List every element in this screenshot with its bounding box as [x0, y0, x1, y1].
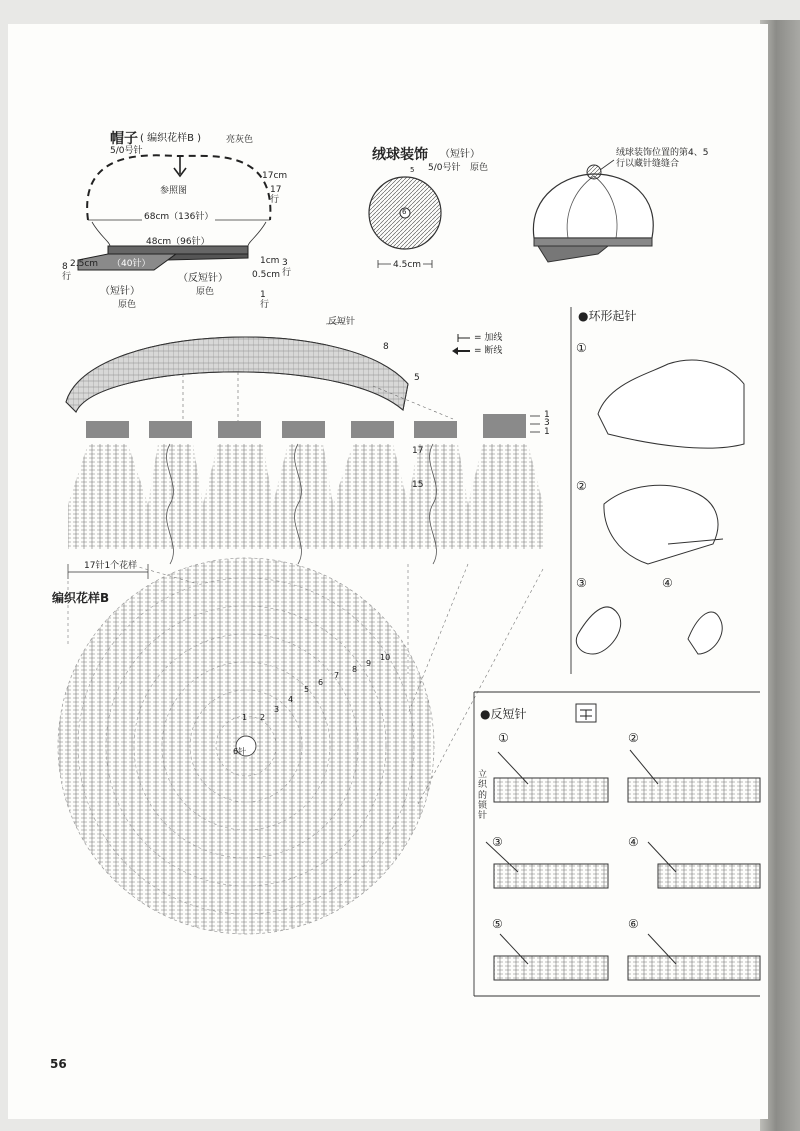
reverse-sc-title: ●反短针 [480, 707, 527, 721]
rsc-step-5: ⑤ [492, 917, 503, 931]
round-4: 4 [288, 695, 294, 704]
right-low-height: 0.5cm [252, 270, 281, 280]
left-rows: 8 行 [62, 262, 72, 282]
rsc-step-4: ④ [628, 835, 639, 849]
round-6: 6 [318, 678, 324, 687]
round-1: 1 [242, 713, 248, 722]
ring-cast-on-title: ●环形起针 [578, 309, 637, 323]
hat-illustration [533, 160, 653, 262]
pattern-b-circle [58, 558, 434, 934]
round-10: 10 [380, 653, 391, 662]
rsc-step-2: ② [628, 731, 639, 745]
pompom-center-count: 6 [402, 208, 407, 216]
ring-step-1: ① [576, 341, 587, 355]
pompom-color: 原色 [470, 163, 489, 173]
pompom-attach-note: 绒球装饰位置的第4、5 行以藏针缝缝合 [616, 148, 709, 170]
side-row-3: 3 [544, 418, 550, 428]
crown-measure: 68cm（136针） [144, 212, 214, 222]
legend-cut: = 断线 [474, 346, 503, 356]
rsc-step-1: ① [498, 731, 509, 745]
reverse-stitch-color: 原色 [196, 287, 215, 297]
legend-symbols [452, 334, 470, 355]
rsc-side-note: 立 织 的 锁 针 [478, 770, 488, 822]
reverse-sc-symbol [576, 704, 596, 722]
brim-measure: （40针） [112, 259, 151, 269]
round-2: 2 [260, 713, 266, 722]
rsc-step-6: ⑥ [628, 917, 639, 931]
hat-pattern-ref: ( 编织花样B ) [140, 133, 202, 144]
ring-step-4: ④ [662, 576, 673, 590]
round-8: 8 [352, 665, 358, 674]
right-low-rows: 1 行 [260, 290, 270, 310]
right-mid-rows: 3 行 [282, 258, 292, 278]
stitch-columns [68, 444, 543, 579]
chart-row-17: 17 [412, 446, 424, 456]
round-5: 5 [304, 685, 310, 694]
brim-row-8: 8 [383, 342, 389, 352]
side-row-1a: 1 [544, 410, 550, 420]
right-mid-height: 1cm [260, 256, 280, 266]
round-9: 9 [366, 659, 372, 668]
pompom-stitch: （短针） [440, 149, 480, 160]
ring-cast-on-illustrations [576, 360, 744, 654]
ring-step-2: ② [576, 479, 587, 493]
short-stitch-color: 原色 [118, 300, 137, 310]
hat-title: 帽子 [110, 131, 138, 147]
legend-add: = 加线 [474, 333, 503, 343]
left-height: 2.5cm [70, 259, 99, 269]
short-stitch-label: （短针） [100, 286, 140, 297]
side-row-1b: 1 [544, 427, 550, 437]
round-3: 3 [274, 705, 280, 714]
diagram-drawing [8, 24, 768, 1119]
chart-row-15: 15 [412, 480, 424, 490]
reverse-stitch-label: （反短针） [178, 273, 228, 284]
repeat-label: 17针1个花样 [84, 561, 138, 571]
see-figure-label: 参照图 [160, 186, 188, 196]
right-top-rows: 17 行 [270, 185, 282, 205]
page-number: 56 [50, 1057, 67, 1071]
hat-color: 亮灰色 [226, 135, 254, 145]
hat-needle: 5/0号针 [110, 146, 143, 156]
rsc-step-3: ③ [492, 835, 503, 849]
pompom-title: 绒球装饰 [372, 147, 428, 163]
pompom-edge-count: 5 [410, 166, 415, 174]
brim-chart [66, 322, 453, 424]
right-top-height: 17cm [262, 171, 288, 181]
book-page [8, 24, 768, 1119]
band-measure: 48cm（96针） [146, 237, 210, 247]
ring-step-3: ③ [576, 576, 587, 590]
brim-reverse-label: 反短针 [328, 317, 356, 327]
pompom-diagram [369, 177, 441, 268]
pattern-b-title: 编织花样B [52, 591, 110, 605]
pompom-size: 4.5cm [393, 260, 422, 270]
reverse-sc-illustrations [486, 750, 760, 980]
band-blocks [86, 414, 540, 438]
round-7: 7 [334, 671, 340, 680]
brim-row-5: 5 [414, 373, 420, 383]
pattern-b-center: 6针 [233, 747, 247, 756]
pompom-needle: 5/0号针 [428, 163, 461, 173]
